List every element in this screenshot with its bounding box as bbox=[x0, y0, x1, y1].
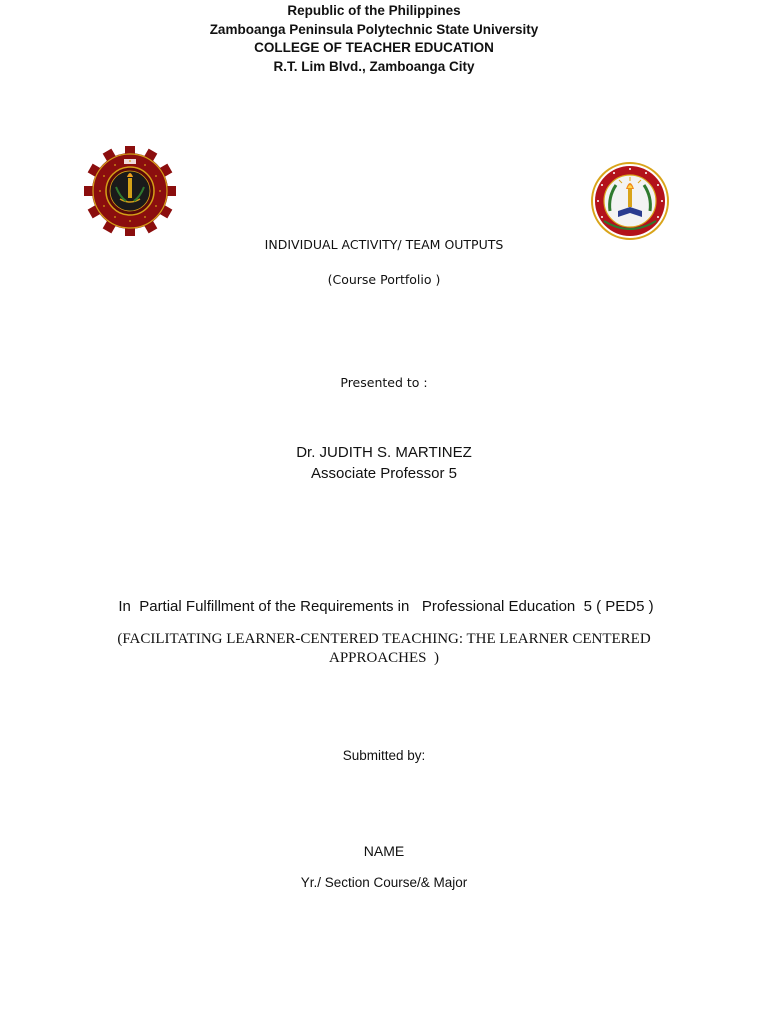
course-topic-line-2: APPROACHES ) bbox=[328, 650, 440, 666]
college-seal-icon bbox=[590, 161, 670, 241]
header-college: COLLEGE OF TEACHER EDUCATION bbox=[254, 40, 494, 55]
submitted-by-label: Submitted by: bbox=[342, 748, 426, 763]
activity-title: INDIVIDUAL ACTIVITY/ TEAM OUTPUTS bbox=[264, 237, 504, 252]
professor-name: Dr. JUDITH S. MARTINEZ bbox=[296, 444, 472, 461]
header-address: R.T. Lim Blvd., Zamboanga City bbox=[273, 59, 475, 74]
student-name: NAME bbox=[363, 843, 405, 859]
section-course-major: Yr./ Section Course/& Major bbox=[300, 875, 468, 890]
header-country: Republic of the Philippines bbox=[287, 3, 461, 18]
fulfillment-statement: In Partial Fulfillment of the Requirements in Professional Education 5 ( PED5 ) bbox=[118, 598, 654, 615]
header-university: Zamboanga Peninsula Polytechnic State University bbox=[209, 22, 539, 37]
university-seal-icon bbox=[82, 146, 178, 236]
portfolio-label: (Course Portfolio ) bbox=[327, 272, 441, 287]
presented-to-label: Presented to : bbox=[340, 375, 428, 390]
course-topic-line-1: (FACILITATING LEARNER-CENTERED TEACHING: THE LEARNER CENTERED bbox=[117, 631, 651, 647]
professor-title: Associate Professor 5 bbox=[311, 465, 457, 482]
